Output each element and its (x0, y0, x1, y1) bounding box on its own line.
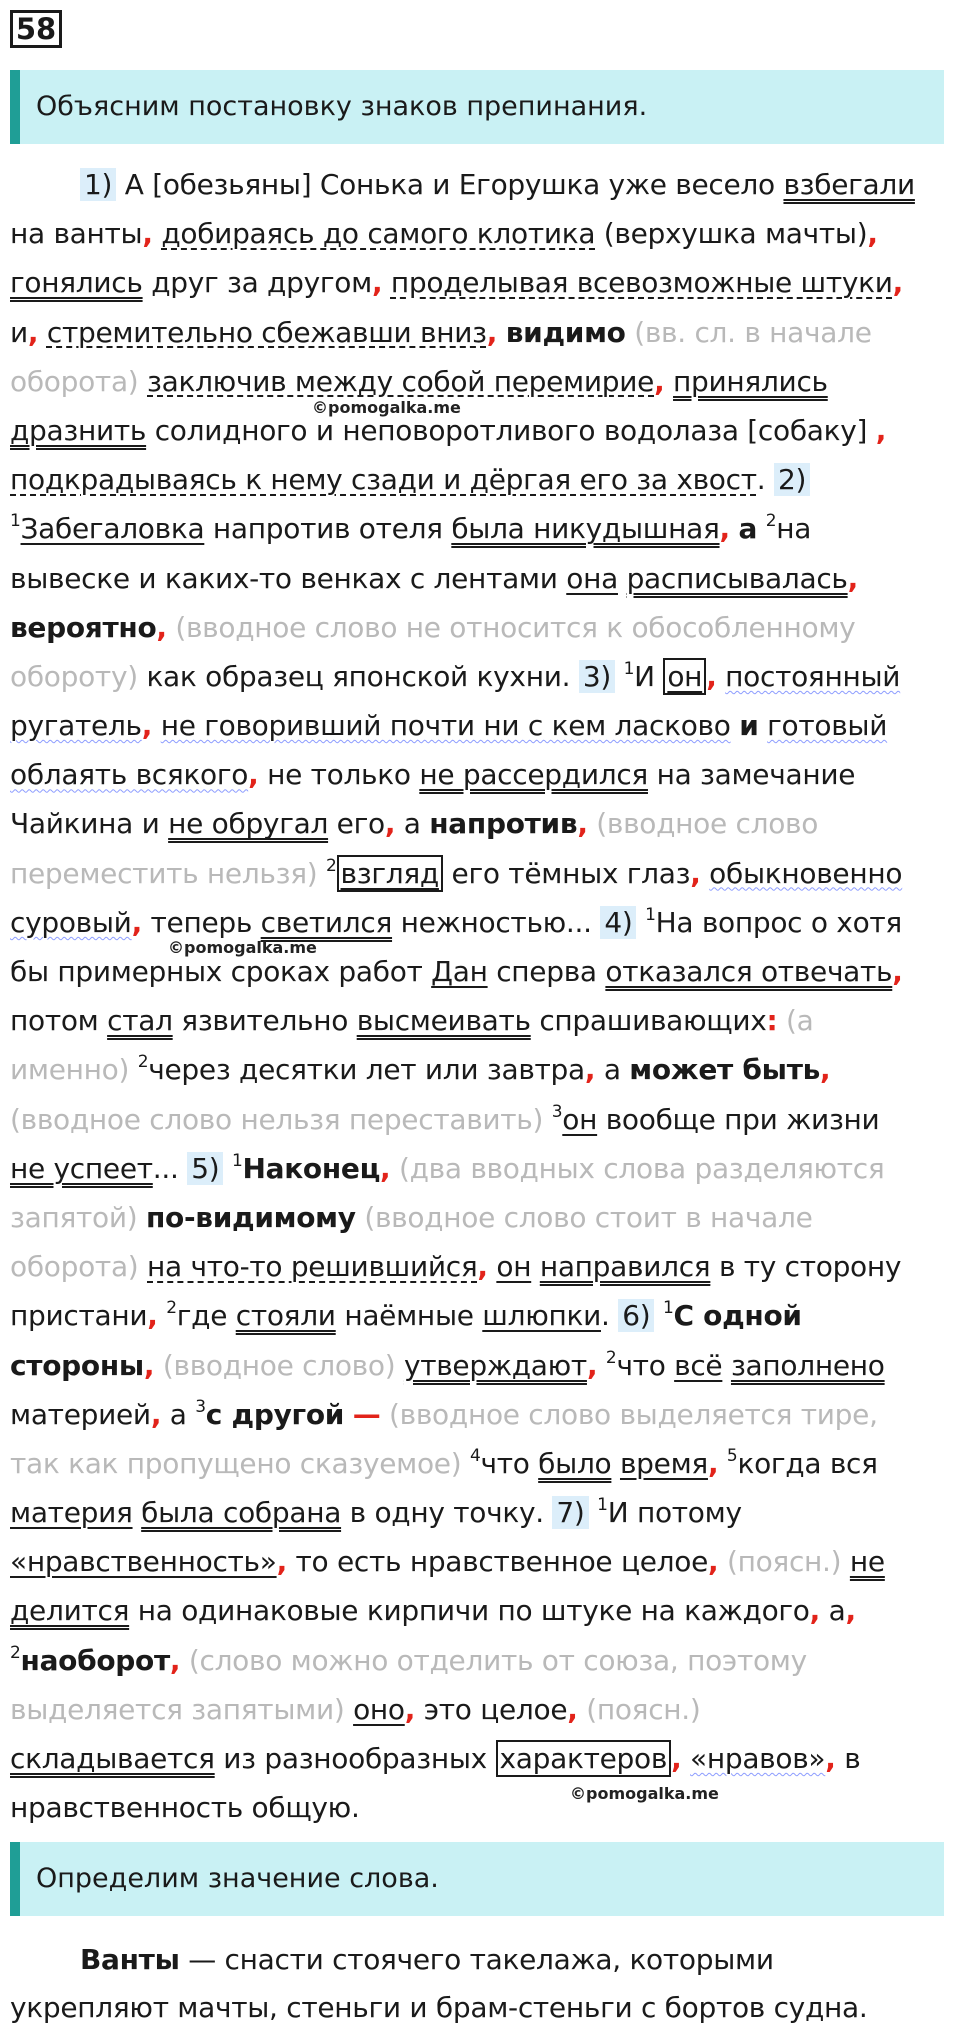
text-line: подкрадываясь к нему сзади и дёргая его за хвост. 2) (10, 455, 950, 504)
text-line: вероятно, (вводное слово не относится к обособленному (10, 610, 856, 644)
text-line: запятой) по-видимому (вводное слово стоит в начале (10, 1200, 813, 1234)
text-line: и, стремительно сбежавши вниз, видимо (вв. сл. в начале (10, 315, 872, 349)
text-line: обороту) как образец японской кухни. 3) $^1$И он , постоянный (10, 658, 901, 693)
watermark: ©pomogalka.me (168, 938, 317, 957)
text-line: так как пропущено сказуемое) $^4$что было время, $^5$когда вся (10, 1445, 878, 1480)
text-line: бы примерных сроках работ Дан сперва отказался отвечать, (10, 955, 903, 988)
text-line: $^2$наоборот, (слово можно отделить от союза, поэтому (10, 1642, 807, 1677)
text-line: суровый, теперь светился нежностью... 4) $^1$На вопрос о хотя (10, 904, 902, 939)
text-line: Ванты — снасти стоячего такелажа, которыми (80, 1943, 774, 1976)
text-line: Чайкина и не обругал его, а напротив, (вводное слово (10, 807, 819, 841)
text-line: гонялись друг за другом, проделывая всевозможные штуки, (10, 266, 904, 300)
watermark: ©pomogalka.me (312, 398, 461, 417)
text-line: 1) А [обезьяны] Сонька и Егорушка уже весело взбегали (10, 160, 950, 209)
text-line: нравственность общую. (10, 1791, 360, 1825)
sentence-number: 7) (552, 1496, 588, 1529)
sentence-number: 5) (187, 1152, 223, 1185)
text-line: оборота) на что-то решившийся, он направился в ту сторону (10, 1250, 902, 1284)
text-line: материя была собрана в одну точку. 7) $^1$И потому (10, 1495, 742, 1530)
task-number: 58 (10, 10, 62, 48)
text-line: ругатель, не говоривший почти ни с кем ласково и готовый (10, 709, 888, 743)
sentence-number: 3) (579, 660, 615, 693)
text-line: «нравственность», то есть нравственное целое, (поясн.) не (10, 1545, 885, 1579)
sentence-number: 1) (80, 168, 116, 201)
section-banner-punctuation: Объясним постановку знаков препинания. (10, 70, 944, 144)
sentence-number: 2) (774, 463, 810, 496)
sentence-number: 6) (618, 1299, 654, 1332)
text-line: укрепляют мачты, стеньги и брам-стеньги с бортов судна. (10, 1991, 868, 2024)
text-line: материей, а $^3$с другой — (вводное слово выделяется тире, (10, 1396, 878, 1431)
text-line: выделяется запятыми) оно, это целое, (поясн.) (10, 1692, 701, 1726)
text-line: $^1$Забегаловка напротив отеля была никудышная, а $^2$на (10, 511, 812, 546)
text-line: дразнить солидного и неповоротливого водолаза [собаку] , (10, 413, 887, 447)
text-line: на ванты, добираясь до самого клотика (верхушка мачты), (10, 217, 878, 251)
text-line: пристани, $^2$где стояли наёмные шлюпки. 6) $^1$С одной (10, 1298, 802, 1333)
sentence-number: 4) (600, 906, 636, 939)
text-line: складывается из разнообразных характеров , «нравов», в (10, 1742, 861, 1775)
text-line: оборота) заключив между собой перемирие, принялись (10, 364, 828, 398)
text-line: переместить нельзя) $^2$ взгляд его тёмных глаз, обыкновенно (10, 855, 903, 890)
defined-term: Ванты (80, 1943, 180, 1976)
text-line: (вводное слово нельзя переставить) $^3$он вообще при жизни (10, 1101, 880, 1136)
section-banner-word-meaning: Определим значение слова. (10, 1842, 944, 1916)
analysis-text (10, 160, 950, 1832)
word-definition (10, 1936, 950, 2032)
text-line: именно) $^2$через десятки лет или завтра, а может быть, (10, 1052, 831, 1087)
text-line: облаять всякого, не только не рассердился на замечание (10, 758, 856, 792)
text-line: не успеет... 5) $^1$Наконец, (два вводных слова разделяются (10, 1150, 885, 1185)
text-line: делится на одинаковые кирпичи по штуке на каждого, а, (10, 1594, 856, 1628)
text-line: стороны, (вводное слово) утверждают, $^2$что всё заполнено (10, 1347, 885, 1382)
watermark: ©pomogalka.me (570, 1784, 719, 1803)
text-line: вывеске и каких-то венках с лентами она расписывалась, (10, 561, 858, 595)
text-line: потом стал язвительно высмеивать спрашивающих: (а (10, 1004, 814, 1038)
